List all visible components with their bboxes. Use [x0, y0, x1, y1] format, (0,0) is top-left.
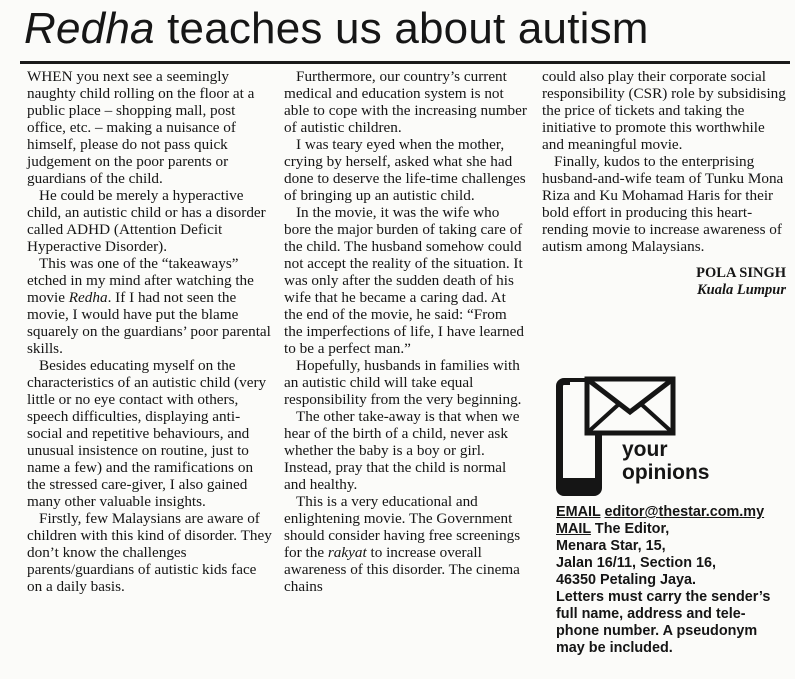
- paragraph: In the movie, it was the wife who bore the major burden of taking care of the child. The husband somehow could not accept the reality of the situation. It was only after the sudden death of his wife that he became a caring dad. At the end of the movie, he said: “From the imperfections of life, I have learned to be a perfect man.”: [284, 204, 524, 357]
- paragraph: The other take-away is that when we hear of the birth of a child, never ask whether the baby is a boy or girl. Instead, pray that the child is normal and healthy.: [284, 408, 520, 493]
- note-line: full name, address and tele-: [556, 606, 746, 622]
- address-line: Jalan 16/11, Section 16,: [556, 555, 716, 571]
- email-link[interactable]: editor@thestar.com.my: [604, 504, 765, 520]
- your-opinions-label: [622, 438, 710, 484]
- mail-label: MAIL: [556, 521, 591, 537]
- page-title: [24, 2, 649, 56]
- paragraph: Besides educating myself on the characteristics of an autistic child (very little or no eye contact with others, speech difficulties, displaying anti-social and repetitive behaviours, and unusual insistence on routine, just to name a few) and the ramifications on the stressed care-giver, I also gained many other valuable insights.: [27, 357, 267, 510]
- note-line: Letters must carry the sender’s: [556, 589, 771, 605]
- movie-title: Redha: [68, 289, 108, 306]
- text: to increase overall awareness of this disorder. The cinema chains: [284, 544, 520, 595]
- text: . If I had not seen the movie, I would have put the blame squarely on the guardians’ poor parental skills.: [27, 289, 271, 357]
- opinions-text: opinions: [622, 461, 710, 484]
- note-line: phone number. A pseudonym: [556, 623, 758, 639]
- column-3: [542, 68, 786, 299]
- headline-rest: teaches us about autism: [154, 4, 649, 53]
- mail-text: The Editor,: [594, 521, 670, 537]
- text: This is a very educational and enlightening movie. The Government should consider having free screenings for the: [284, 493, 521, 561]
- column-1: [27, 68, 273, 595]
- paragraph: [284, 493, 528, 595]
- mail-line: [556, 521, 770, 538]
- paragraph: Furthermore, our country’s current medical and education system is not able to cope with the increasing number of autistic children.: [284, 68, 527, 136]
- paragraph: WHEN you next see a seemingly naughty child rolling on the floor at a public place – shopping mall, post office, etc. – making a nuisance of himself, please do not pass quick judgement on the poor parents or guardians of the child.: [27, 68, 255, 187]
- paragraph: Firstly, few Malaysians are aware of children with this kind of disorder. They don’t know the challenges parents/guardians of autistic kids face on a daily basis.: [27, 510, 272, 595]
- address-line: 46350 Petaling Jaya.: [556, 572, 696, 588]
- text: This was one of the “takeaways” etched in my mind after watching the movie: [27, 255, 254, 306]
- address-line: Menara Star, 15,: [556, 538, 666, 554]
- signature-name: POLA SINGH: [696, 265, 786, 281]
- signature-city: Kuala Lumpur: [696, 282, 786, 298]
- note-line: may be included.: [556, 640, 673, 656]
- headline-rule: [20, 61, 790, 64]
- paragraph: Hopefully, husbands in families with an autistic child will take equal responsibility from the very beginning.: [284, 357, 522, 408]
- headline-italic: Redha: [24, 4, 155, 53]
- paragraph: [27, 255, 273, 357]
- paragraph: Finally, kudos to the enterprising husband-and-wife team of Tunku Mona Riza and Ku Mohamad Haris for their bold effort in producing this heart-rending movie to increase awareness of autism among Malaysians.: [542, 153, 784, 255]
- your-text: your: [622, 438, 668, 461]
- paragraph: I was teary eyed when the mother, crying by herself, asked what she had done to deserve the life-time challenges of bringing up an autistic child.: [284, 136, 526, 204]
- envelope-icon: [584, 376, 676, 436]
- signature: [542, 265, 786, 299]
- contact-info: [556, 504, 770, 657]
- paragraph: He could be merely a hyperactive child, an autistic child or has a disorder called ADHD (Attention Deficit Hyperactive Disorder).: [27, 187, 266, 255]
- email-line: [556, 504, 770, 521]
- paragraph: could also play their corporate social responsibility (CSR) role by subsidising the price of tickets and taking the initiative to promote this worthwhile and meaningful movie.: [542, 68, 786, 153]
- email-label: EMAIL: [556, 504, 601, 520]
- column-2: [284, 68, 528, 595]
- italic-word: rakyat: [327, 544, 367, 561]
